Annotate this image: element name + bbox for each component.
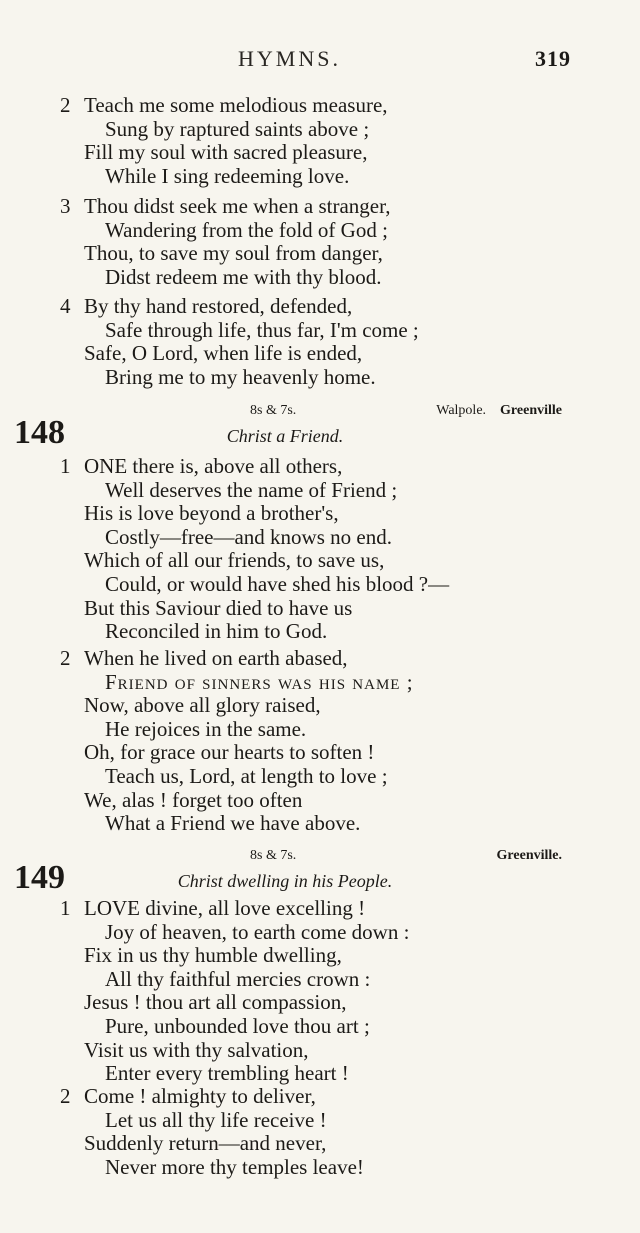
verse-line: Now, above all glory raised, [84, 693, 321, 718]
stanza-number: 4 [60, 294, 71, 318]
verse-line: Fill my soul with sacred pleasure, [84, 140, 368, 165]
verse-line: Bring me to my heavenly home. [105, 364, 376, 389]
verse-line: While I sing redeeming love. [105, 163, 350, 188]
verse-line: What a Friend we have above. [105, 811, 361, 836]
page-number: 319 [535, 46, 571, 71]
verse-line: Joy of heaven, to earth come down : [105, 919, 410, 944]
verse-line: Wandering from the fold of God ; [105, 217, 388, 242]
verse-line: Costly—free—and knows no end. [105, 524, 392, 549]
stanza-4-continued [0, 295, 640, 389]
verse-line: Fix in us thy humble dwelling, [84, 943, 342, 968]
verse-line: Sung by raptured saints above ; [105, 116, 370, 141]
stanza-3-continued [0, 195, 640, 289]
stanza-2-continued [0, 94, 640, 188]
verse-line: LOVE divine, all love excelling ! [84, 896, 366, 920]
verse-line: His is love beyond a brother's, [84, 501, 339, 526]
hymn-148-heading [0, 402, 640, 450]
stanza-number: 2 [60, 1084, 71, 1108]
verse-line: We, alas ! forget too often [84, 787, 303, 812]
hymn-149-stanza-2 [0, 1085, 640, 1179]
verse-line: Let us all thy life receive ! [105, 1107, 327, 1132]
hymn-title: Christ a Friend. [226, 426, 344, 446]
tune-names [497, 847, 562, 865]
verse-line: But this Saviour died to have us [84, 595, 353, 620]
running-header [0, 46, 640, 76]
verse-line: Pure, unbounded love thou art ; [105, 1013, 370, 1038]
stanza-number: 2 [60, 93, 71, 117]
verse-line: Enter every trembling heart ! [105, 1061, 349, 1086]
verse-line: When he lived on earth abased, [84, 646, 348, 670]
verse-line: Visit us with thy salvation, [84, 1037, 309, 1062]
verse-line: All thy faithful mercies crown : [105, 966, 371, 991]
verse-line: Thou didst seek me when a stranger, [84, 194, 391, 218]
verse-line: Safe, O Lord, when life is ended, [84, 341, 363, 366]
verse-line: By thy hand restored, defended, [84, 294, 353, 318]
stanza-number: 3 [60, 194, 71, 218]
verse-line: Jesus ! thou art all compassion, [84, 990, 347, 1015]
verse-line: Never more thy temples leave! [105, 1154, 364, 1179]
tune-name: Greenville [500, 403, 562, 418]
hymn-148-stanza-2 [0, 647, 640, 836]
verse-line: Which of all our friends, to save us, [84, 548, 385, 573]
hymn-number: 148 [14, 414, 65, 451]
hymn-title: Christ dwelling in his People. [177, 871, 393, 891]
verse-line: ONE there is, above all others, [84, 454, 343, 478]
verse-line: Safe through life, thus far, I'm come ; [105, 317, 419, 342]
tune-names [436, 402, 562, 420]
verse-line: Reconciled in him to God. [105, 619, 328, 644]
verse-line: Come ! almighty to deliver, [84, 1084, 316, 1108]
verse-line: Oh, for grace our hearts to soften ! [84, 740, 375, 765]
running-title: HYMNS. [238, 46, 341, 71]
hymn-number: 149 [14, 859, 65, 896]
meter: 8s & 7s. [250, 848, 297, 863]
verse-line: Well deserves the name of Friend ; [105, 477, 398, 502]
hymn-148-stanza-1 [0, 455, 640, 644]
verse-line: Friend of sinners was his name ; [105, 669, 414, 694]
verse-line: Could, or would have shed his blood ?— [105, 571, 450, 596]
verse-line: He rejoices in the same. [105, 716, 307, 741]
verse-line: Suddenly return—and never, [84, 1131, 327, 1156]
stanza-number: 1 [60, 896, 71, 920]
stanza-number: 1 [60, 454, 71, 478]
verse-line: Didst redeem me with thy blood. [105, 264, 382, 289]
tune-name: Greenville. [496, 848, 562, 863]
tune-name: Walpole. [436, 403, 487, 418]
verse-line: Teach us, Lord, at length to love ; [105, 763, 388, 788]
verse-line: Teach me some melodious measure, [84, 93, 388, 117]
stanza-number: 2 [60, 646, 71, 670]
hymn-149-stanza-1 [0, 897, 640, 1086]
hymn-149-heading [0, 847, 640, 895]
verse-line: Thou, to save my soul from danger, [84, 241, 383, 266]
meter: 8s & 7s. [250, 403, 297, 418]
